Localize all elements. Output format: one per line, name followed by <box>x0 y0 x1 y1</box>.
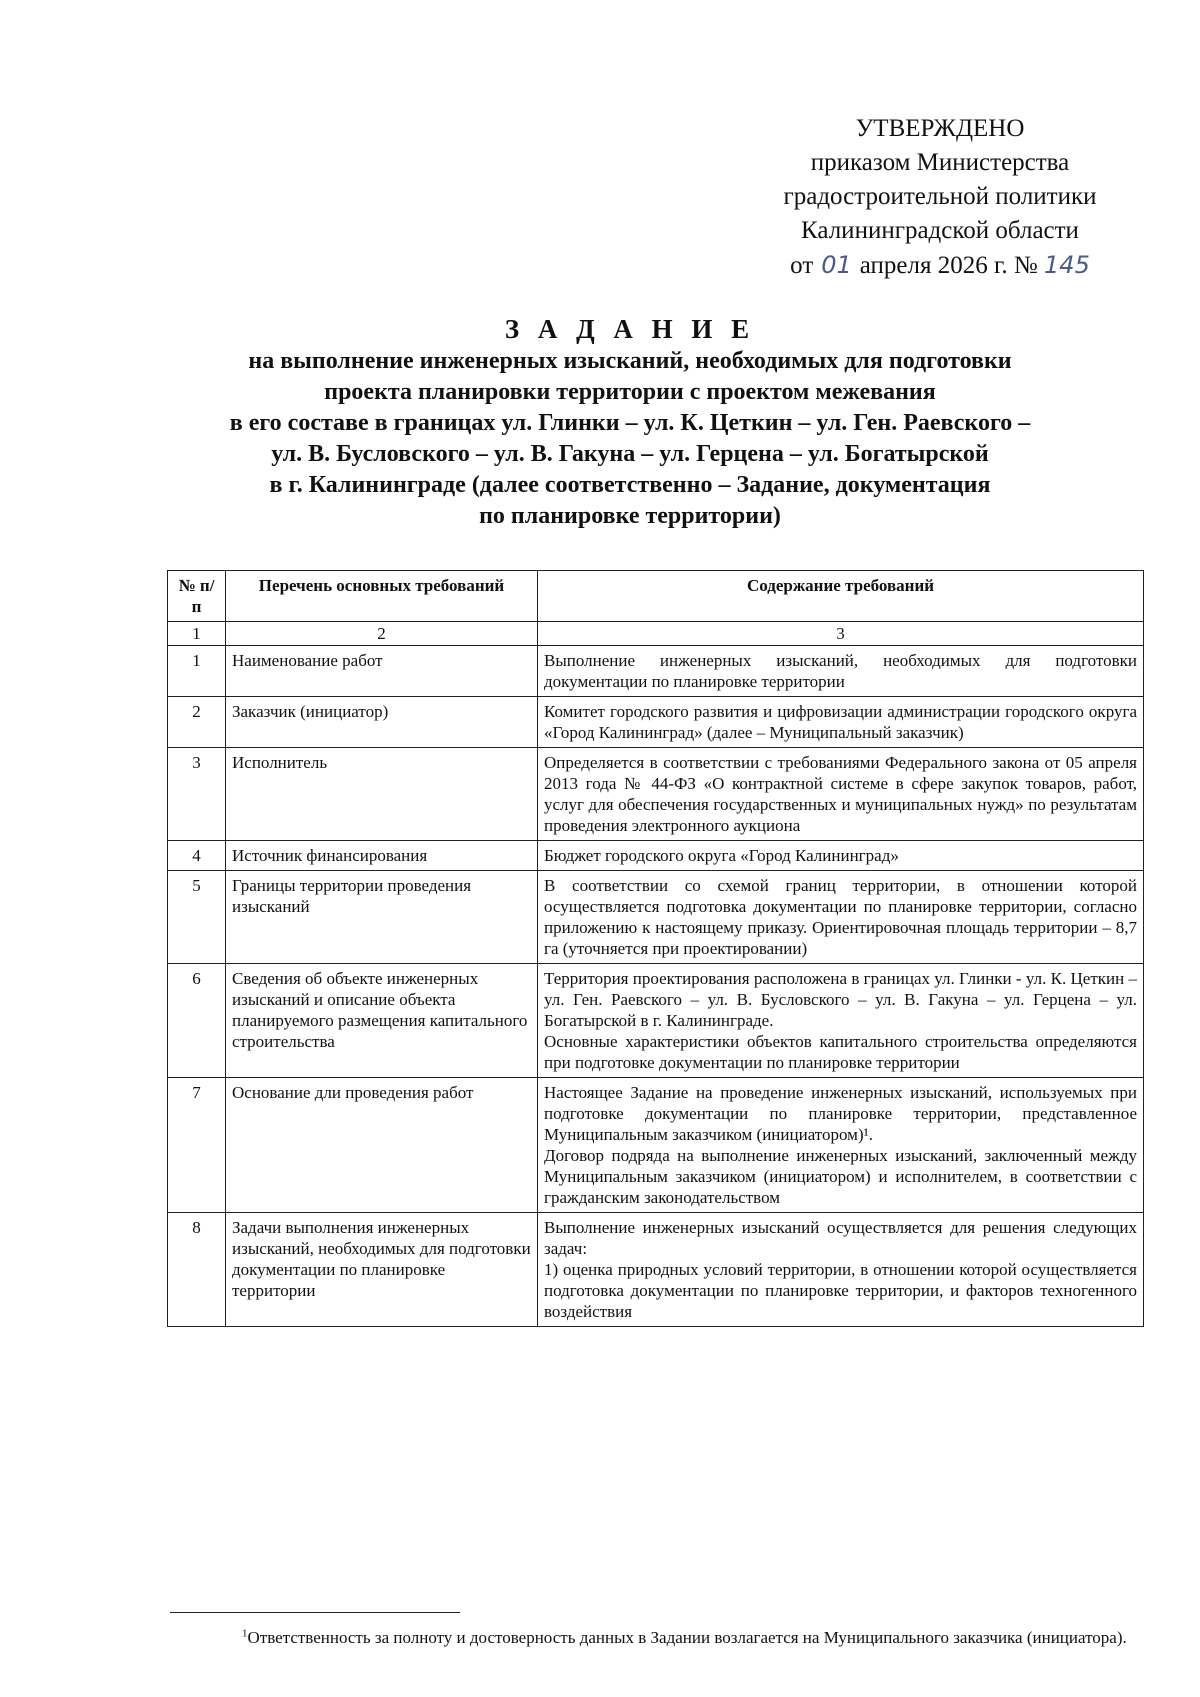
approval-line-order: приказом Министерства <box>810 149 1070 176</box>
requirement-content <box>538 964 1144 1078</box>
content-paragraph: Выполнение инженерных изысканий, необходимых для подготовки документации по планировке территории <box>544 651 1137 691</box>
content-paragraph: Комитет городского развития и цифровизации администрации городского округа «Город Калининград» (далее – Муниципальный заказчик) <box>544 702 1137 742</box>
requirement-content <box>538 841 1144 871</box>
approval-block <box>740 112 1140 283</box>
row-number: 8 <box>168 1213 226 1327</box>
table-row <box>168 748 1144 841</box>
column-number-row <box>168 622 1144 646</box>
title-line-6: по планировке территории) <box>479 503 781 529</box>
approval-date-line <box>740 248 1140 283</box>
row-number: 1 <box>168 646 226 697</box>
requirement-name: Сведения об объекте инженерных изысканий и описание объекта планируемого размещения капитального строительства <box>226 964 538 1078</box>
footnote-mark: 1 <box>242 1627 248 1640</box>
title-line-1: на выполнение инженерных изысканий, необходимых для подготовки <box>248 348 1012 374</box>
requirement-name: Наименование работ <box>226 646 538 697</box>
approval-line-region: Калининградской области <box>801 217 1079 244</box>
column-number: 1 <box>168 622 226 646</box>
footnote <box>170 1626 1140 1650</box>
content-paragraph: Определяется в соответствии с требованиями Федерального закона от 05 апреля 2013 года № 44-ФЗ «О контрактной системе в сфере закупок товаров, работ, услуг для обеспечения государственных и муниципальных нужд» по результатам проведения электронного аукциона <box>544 753 1137 835</box>
document-title <box>160 312 1100 532</box>
row-number: 5 <box>168 871 226 964</box>
content-paragraph: Территория проектирования расположена в границах ул. Глинки - ул. К. Цеткин – ул. Ген. Раевского – ул. В. Бусловского – ул. В. Гакуна – ул. Герцена – ул. Богатырской в г. Калининграде. <box>544 969 1137 1030</box>
requirement-content <box>538 646 1144 697</box>
content-paragraph: В соответствии со схемой границ территории, в отношении которой осуществляется подготовка документации по планировке территории, согласно приложению к настоящему приказу. Ориентировочная площадь территории – 8,7 га (уточняется при проектировании) <box>544 876 1137 958</box>
approval-title: УТВЕРЖДЕНО <box>855 115 1025 142</box>
column-number: 3 <box>538 622 1144 646</box>
requirement-name: Задачи выполнения инженерных изысканий, необходимых для подготовки документации по планировке территории <box>226 1213 538 1327</box>
requirement-content <box>538 871 1144 964</box>
requirement-name: Заказчик (инициатор) <box>226 697 538 748</box>
requirements-table <box>167 570 1144 1327</box>
requirement-content <box>538 1213 1144 1327</box>
title-line-4: ул. В. Бусловского – ул. В. Гакуна – ул. Герцена – ул. Богатырской <box>271 441 989 467</box>
table-row <box>168 871 1144 964</box>
table-row <box>168 1078 1144 1213</box>
content-paragraph: Бюджет городского округа «Город Калининград» <box>544 846 899 865</box>
header-requirement-content: Содержание требований <box>538 571 1144 622</box>
handwritten-order-number: 145 <box>1044 251 1090 279</box>
table-row <box>168 697 1144 748</box>
title-heading: З А Д А Н И Е <box>504 314 756 344</box>
table-row <box>168 1213 1144 1327</box>
header-requirement-list: Перечень основных требований <box>226 571 538 622</box>
content-paragraph: 1) оценка природных условий территории, в отношении которой осуществляется подготовка документации по планировке территории, и факторов техногенного воздействия <box>544 1260 1137 1321</box>
title-line-2: проекта планировки территории с проектом межевания <box>324 379 936 405</box>
content-paragraph: Договор подряда на выполнение инженерных изысканий, заключенный между Муниципальным заказчиком (инициатором) и исполнителем, в соответствии с гражданским законодательством <box>544 1146 1137 1207</box>
date-middle: апреля 2026 г. № <box>859 252 1038 279</box>
requirement-content <box>538 1078 1144 1213</box>
handwritten-day: 01 <box>821 251 852 279</box>
footnote-text: Ответственность за полноту и достоверность данных в Задании возлагается на Муниципального заказчика (инициатора). <box>247 1628 1127 1647</box>
header-number: № п/п <box>168 571 226 622</box>
footnote-separator <box>170 1612 460 1613</box>
requirement-name: Границы территории проведения изысканий <box>226 871 538 964</box>
content-paragraph: Основные характеристики объектов капитального строительства определяются при подготовке документации по планировке территории <box>544 1032 1137 1072</box>
requirement-content <box>538 697 1144 748</box>
column-number: 2 <box>226 622 538 646</box>
requirement-name: Основание дли проведения работ <box>226 1078 538 1213</box>
title-line-3: в его составе в границах ул. Глинки – ул. К. Цеткин – ул. Ген. Раевского – <box>229 410 1031 436</box>
row-number: 3 <box>168 748 226 841</box>
requirement-content <box>538 748 1144 841</box>
row-number: 7 <box>168 1078 226 1213</box>
table-row <box>168 841 1144 871</box>
row-number: 2 <box>168 697 226 748</box>
title-line-5: в г. Калининграде (далее соответственно – Задание, документация <box>269 472 991 498</box>
requirement-name: Исполнитель <box>226 748 538 841</box>
table-header-row <box>168 571 1144 622</box>
row-number: 6 <box>168 964 226 1078</box>
content-paragraph: Выполнение инженерных изысканий осуществляется для решения следующих задач: <box>544 1218 1137 1258</box>
table-row <box>168 964 1144 1078</box>
requirement-name: Источник финансирования <box>226 841 538 871</box>
row-number: 4 <box>168 841 226 871</box>
date-prefix: от <box>790 252 814 279</box>
table-row <box>168 646 1144 697</box>
content-paragraph: Настоящее Задание на проведение инженерных изысканий, используемых при подготовке документации по планировке территории, представленное Муниципальным заказчиком (инициатором)¹. <box>544 1083 1137 1144</box>
approval-line-ministry: градостроительной политики <box>783 183 1097 210</box>
